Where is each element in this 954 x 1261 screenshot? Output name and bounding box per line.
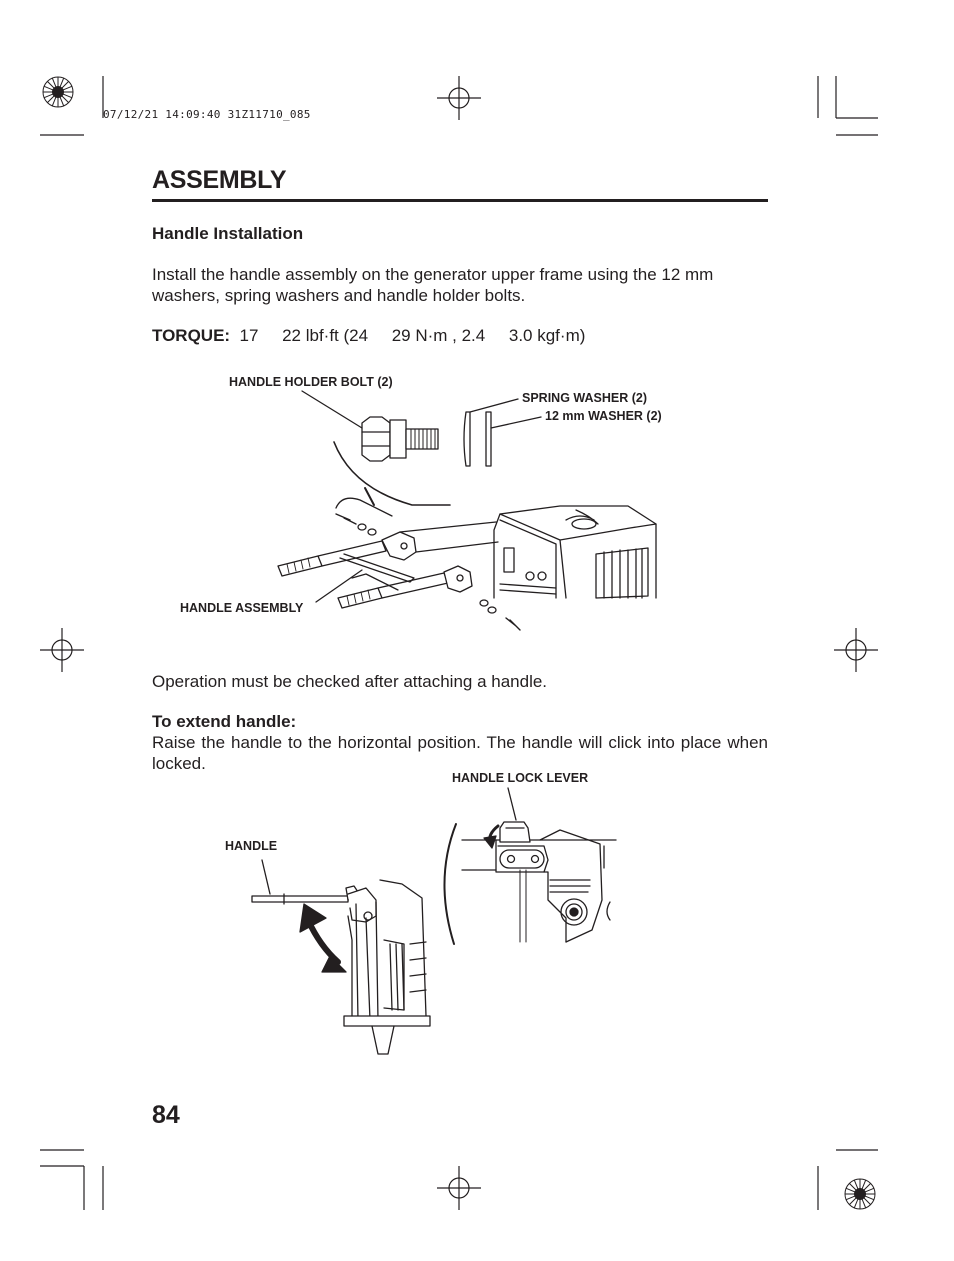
label-handle-assembly: HANDLE ASSEMBLY — [180, 601, 304, 615]
install-paragraph: Install the handle assembly on the generator upper frame using the 12 mm washers, spring washers and handle holder bolts. — [152, 265, 714, 305]
torque-value-4: 3.0 kgf·m) — [508, 326, 586, 345]
handle-side-view — [252, 860, 430, 1054]
subsection-title: Handle Installation — [152, 224, 304, 243]
label-spring-washer: SPRING WASHER (2) — [522, 391, 648, 405]
torque-value-3: 29 N·m , 2.4 — [391, 326, 486, 345]
label-handle-lock-lever: HANDLE LOCK LEVER — [452, 771, 589, 785]
page-number: 84 — [152, 1101, 180, 1129]
label-handle-holder-bolt: HANDLE HOLDER BOLT (2) — [229, 375, 393, 389]
torque-value-1: 17 — [239, 326, 259, 345]
print-slug: 07/12/21 14:09:40 31Z11710_085 — [103, 108, 311, 121]
torque-value-2: 22 lbf·ft (24 — [282, 326, 369, 345]
label-handle: HANDLE — [225, 839, 278, 853]
operation-note: Operation must be checked after attaching a handle. — [152, 672, 548, 691]
torque-label: TORQUE: — [152, 326, 231, 345]
lock-lever-detail — [444, 788, 616, 944]
section-title: ASSEMBLY — [152, 166, 287, 194]
extend-handle-paragraph: Raise the handle to the horizontal position. The handle will click into place when locked. — [152, 733, 768, 773]
extend-handle-title: To extend handle: — [152, 712, 297, 731]
label-12mm-washer: 12 mm WASHER (2) — [545, 409, 662, 423]
